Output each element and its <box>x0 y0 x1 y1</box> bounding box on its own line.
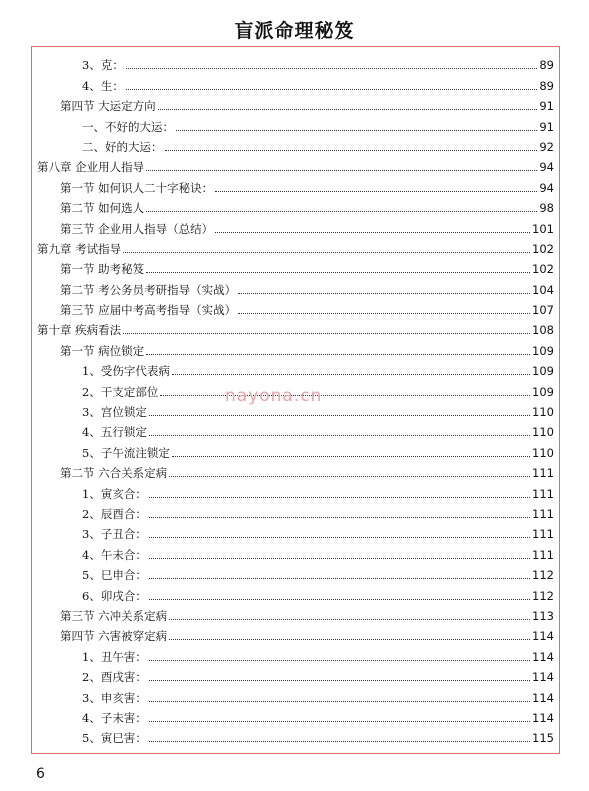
toc-entry-page: 91 <box>539 119 554 134</box>
toc-dot-leader <box>172 374 530 375</box>
toc-entry[interactable] <box>32 358 559 378</box>
toc-entry[interactable] <box>32 582 559 602</box>
toc-entry[interactable] <box>32 725 559 745</box>
toc-entry-label: 1、寅亥合： <box>82 486 147 501</box>
toc-dot-leader <box>238 313 530 314</box>
toc-entry-label: 第三节 应届中考高考指导（实战） <box>60 303 237 318</box>
toc-dot-leader <box>123 252 530 253</box>
toc-dot-leader <box>149 721 530 722</box>
toc-entry-label: 第一节 病位锁定 <box>60 343 145 358</box>
toc-entry-label: 1、受伤字代表病 <box>82 364 170 379</box>
toc-dot-leader <box>146 354 530 355</box>
toc-dot-leader <box>146 211 537 212</box>
toc-dot-leader <box>149 517 530 518</box>
toc-dot-leader <box>149 599 530 600</box>
toc-dot-leader <box>146 170 537 171</box>
toc-entry[interactable] <box>32 705 559 725</box>
toc-entry[interactable] <box>32 643 559 663</box>
toc-entry-label: 第四节 六害被穿定病 <box>60 629 168 644</box>
toc-entry-page: 114 <box>532 710 554 725</box>
toc-entry-page: 108 <box>532 323 554 338</box>
toc-entry[interactable] <box>32 236 559 256</box>
toc-entry[interactable] <box>32 603 559 623</box>
toc-entry[interactable] <box>32 419 559 439</box>
toc-entry-label: 二、好的大运： <box>82 139 163 154</box>
toc-entry[interactable] <box>32 562 559 582</box>
toc-entry[interactable] <box>32 337 559 357</box>
toc-entry-page: 111 <box>532 506 554 521</box>
toc-entry-label: 一、不好的大运： <box>82 119 174 134</box>
toc-entry[interactable] <box>32 276 559 296</box>
toc-entry-page: 91 <box>539 99 554 114</box>
toc-dot-leader <box>160 395 530 396</box>
toc-dot-leader <box>149 537 530 538</box>
toc-dot-leader <box>149 741 530 742</box>
toc-dot-leader <box>149 415 530 416</box>
toc-entry[interactable] <box>32 174 559 194</box>
toc-dot-leader <box>169 639 530 640</box>
toc-entry[interactable] <box>32 215 559 235</box>
toc-entry-label: 3、申亥害： <box>82 690 147 705</box>
toc-entry-page: 104 <box>532 282 554 297</box>
toc-entry-page: 109 <box>532 364 554 379</box>
toc-entry[interactable] <box>32 480 559 500</box>
toc-entry[interactable] <box>32 93 559 113</box>
toc-entry-page: 110 <box>532 405 554 420</box>
toc-entry-label: 第十章 疾病看法 <box>37 323 122 338</box>
page-number: 6 <box>36 766 45 782</box>
toc-entry-page: 94 <box>539 180 554 195</box>
toc-entry[interactable] <box>32 52 559 72</box>
toc-entry-page: 89 <box>539 78 554 93</box>
toc-entry[interactable] <box>32 623 559 643</box>
toc-entry[interactable] <box>32 297 559 317</box>
toc-dot-leader <box>165 150 538 151</box>
toc-entry-label: 6、卯戌合： <box>82 588 147 603</box>
toc-entry-label: 4、午未合： <box>82 547 147 562</box>
toc-entry-page: 112 <box>532 568 554 583</box>
toc-entry-page: 114 <box>532 670 554 685</box>
toc-entry-page: 111 <box>532 547 554 562</box>
toc-entry[interactable] <box>32 684 559 704</box>
toc-entry-label: 5、子午流注锁定 <box>82 445 170 460</box>
toc-entry[interactable] <box>32 460 559 480</box>
toc-entry-page: 110 <box>532 445 554 460</box>
toc-entry[interactable] <box>32 541 559 561</box>
toc-dot-leader <box>149 435 530 436</box>
toc-entry-page: 111 <box>532 486 554 501</box>
toc-entry-page: 115 <box>532 731 554 746</box>
toc-dot-leader <box>158 109 538 110</box>
toc-entry-page: 114 <box>532 629 554 644</box>
toc-entry[interactable] <box>32 113 559 133</box>
toc-entry-page: 92 <box>539 139 554 154</box>
toc-dot-leader <box>146 272 530 273</box>
toc-entry-label: 第八章 企业用人指导 <box>37 160 145 175</box>
toc-entry-label: 第一节 如何识人二十字秘诀： <box>60 180 214 195</box>
toc-dot-leader <box>123 333 530 334</box>
toc-entry-page: 109 <box>532 384 554 399</box>
toc-entry-label: 第三节 企业用人指导（总结） <box>60 221 214 236</box>
toc-dot-leader <box>149 578 530 579</box>
toc-entry-label: 3、宫位锁定 <box>82 405 147 420</box>
toc-entry-label: 4、生： <box>82 78 124 93</box>
toc-entry[interactable] <box>32 154 559 174</box>
toc-entry-page: 94 <box>539 160 554 175</box>
toc-entry-label: 第二节 考公务员考研指导（实战） <box>60 282 237 297</box>
toc-entry-label: 第二节 如何选人 <box>60 201 145 216</box>
toc-entry[interactable] <box>32 501 559 521</box>
toc-entry-page: 114 <box>532 690 554 705</box>
toc-entry[interactable] <box>32 256 559 276</box>
toc-entry-label: 第二节 六合关系定病 <box>60 466 168 481</box>
toc-entry-label: 第九章 考试指导 <box>37 241 122 256</box>
toc-dot-leader <box>149 497 530 498</box>
toc-entry-page: 98 <box>539 201 554 216</box>
toc-entry-page: 107 <box>532 303 554 318</box>
toc-entry-page: 102 <box>532 241 554 256</box>
toc-dot-leader <box>149 558 530 559</box>
toc-dot-leader <box>215 191 537 192</box>
toc-entry-label: 4、子未害： <box>82 710 147 725</box>
toc-entry-page: 111 <box>532 527 554 542</box>
document-title: 盲派命理秘笈 <box>234 20 355 42</box>
toc-entry-label: 2、干支定部位 <box>82 384 159 399</box>
toc-entry-label: 4、五行锁定 <box>82 425 147 440</box>
toc-dot-leader <box>126 68 538 69</box>
toc-entry-page: 109 <box>532 343 554 358</box>
toc-entry[interactable] <box>32 195 559 215</box>
toc-entry[interactable] <box>32 134 559 154</box>
toc-dot-leader <box>149 680 530 681</box>
watermark: nayona.cn <box>225 386 323 406</box>
toc-entry-page: 102 <box>532 262 554 277</box>
toc-dot-leader <box>176 130 537 131</box>
toc-entry-label: 2、辰酉合： <box>82 506 147 521</box>
toc-entry[interactable] <box>32 664 559 684</box>
toc-entry[interactable] <box>32 439 559 459</box>
toc-entry-label: 第三节 六冲关系定病 <box>60 608 168 623</box>
toc-entry-page: 101 <box>532 221 554 236</box>
toc-entry-label: 3、子丑合： <box>82 527 147 542</box>
toc-entry-label: 5、巳申合： <box>82 568 147 583</box>
toc-dot-leader <box>169 476 530 477</box>
toc-entry-label: 2、酉戌害： <box>82 670 147 685</box>
toc-entry[interactable] <box>32 72 559 92</box>
toc-entry-page: 111 <box>532 466 554 481</box>
toc-entry[interactable] <box>32 521 559 541</box>
toc-dot-leader <box>126 89 538 90</box>
toc-dot-leader <box>172 456 530 457</box>
toc-dot-leader <box>149 701 530 702</box>
toc-entry[interactable] <box>32 317 559 337</box>
toc-dot-leader <box>238 293 530 294</box>
toc-dot-leader <box>149 660 530 661</box>
toc-entry-page: 110 <box>532 425 554 440</box>
toc-entry-label: 第四节 大运定方向 <box>60 99 156 114</box>
toc-entry-page: 113 <box>532 608 554 623</box>
toc-entry-page: 112 <box>532 588 554 603</box>
toc-dot-leader <box>169 619 530 620</box>
toc-entry-page: 89 <box>539 58 554 73</box>
toc-entry-label: 1、丑午害： <box>82 649 147 664</box>
toc-entry-label: 3、克： <box>82 58 124 73</box>
toc-dot-leader <box>215 232 530 233</box>
toc-entry-label: 5、寅巳害： <box>82 731 147 746</box>
toc-entry-label: 第一节 助考秘笈 <box>60 262 145 277</box>
toc-entry-page: 114 <box>532 649 554 664</box>
